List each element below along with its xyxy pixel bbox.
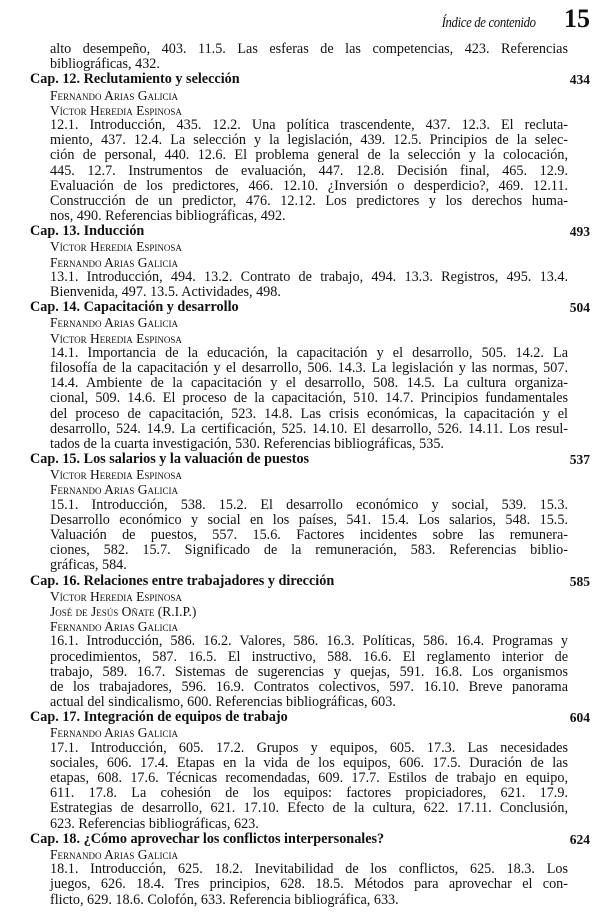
chapter-author: Fernando Arias Galicia: [50, 254, 179, 270]
toc-entry-line: ciones, 582. 15.7. Significado de la remuneración, 583. Referencias biblio-: [50, 543, 568, 559]
chapter-author: Fernando Arias Galicia: [50, 315, 179, 331]
chapter-heading: [30, 710, 592, 725]
toc-entry-line: flicto, 629. 18.6. Colofón, 633. Referencia bibliográfica, 633.: [50, 892, 399, 908]
chapter-page: 585: [569, 573, 590, 589]
chapter-author: José de Jesús Oñate (R.I.P.): [50, 603, 197, 619]
toc-entry-line: 18.1. Introducción, 625. 18.2. Inevitabilidad de los conflictos, 625. 18.3. Los: [50, 862, 568, 878]
chapter-entry: [30, 72, 592, 224]
toc-entry-line: del proceso de capacitación, 523. 14.8. Las crisis económicas, la capacitación y el: [50, 406, 568, 422]
chapter-heading: [30, 224, 592, 239]
chapter-author: Fernando Arias Galicia: [50, 87, 179, 103]
toc-entry-line: Estrategias de desarrollo, 621. 17.10. Efecto de la cultura, 622. 17.11. Conclusión,: [50, 801, 568, 817]
toc-entry-line: 445. 12.7. Instrumentos de evaluación, 447. 12.8. Decisión final, 465. 12.9.: [50, 163, 568, 179]
toc-entry-line: gráficas, 584.: [50, 558, 127, 574]
toc-entry-line: Desarrollo económico y social en los países, 541. 15.4. Los salarios, 548. 15.5.: [50, 512, 568, 528]
chapter-page: 624: [569, 831, 590, 847]
running-header-title: Índice de contenido: [441, 15, 536, 31]
toc-entry-line: actual del sindicalismo, 600. Referencias bibliográficas, 603.: [50, 695, 396, 711]
toc-entry-line: 15.1. Introducción, 538. 15.2. El desarrollo económico y social, 539. 15.3.: [50, 497, 568, 513]
toc-entry-line: nos, 490. Referencias bibliográficas, 492.: [50, 209, 286, 225]
toc-entry-line: ción de personal, 440. 12.6. El problema general de la selección y la colocación,: [50, 148, 568, 164]
chapter-author: Víctor Heredia Espinosa: [50, 467, 182, 483]
toc-entry-line: 14.4. Ambiente de la capacitación y el desarrollo, 508. 14.5. La cultura organiza-: [50, 376, 568, 392]
chapter-title: Cap. 18. ¿Cómo aprovechar los conflictos interpersonales?: [30, 830, 385, 847]
chapter-title: Cap. 15. Los salarios y la valuación de puestos: [30, 451, 310, 468]
toc-entry-line: 14.1. Importancia de la educación, la capacitación y el desarrollo, 505. 14.2. La: [50, 345, 568, 361]
chapter-page: 504: [569, 300, 590, 316]
chapter-title: Cap. 17. Integración de equipos de trabajo: [30, 709, 288, 726]
toc-entry-line: trabajo, 589. 16.7. Sistemas de sugerencias y quejas, 591. 16.8. Los organismos: [50, 664, 568, 680]
toc-entry-line: procedimientos, 587. 16.5. El instructivo, 588. 16.6. El reglamento interior de: [50, 649, 568, 665]
running-header: [425, 4, 590, 34]
chapter-heading: [30, 574, 592, 589]
chapter-entry: [30, 300, 592, 452]
chapter-page: 604: [569, 710, 590, 726]
toc-entry-line: Evaluación de los predictores, 466. 12.10. ¿Inversión o desperdicio?, 469. 12.11.: [50, 178, 568, 194]
table-of-contents: [30, 42, 592, 908]
toc-entry-line: sociales, 606. 17.4. Etapas en la vida de los equipos, 606. 17.5. Duración de las: [50, 755, 568, 771]
chapter-author: Fernando Arias Galicia: [50, 725, 179, 741]
chapter-page: 537: [569, 452, 590, 468]
chapter-author: Víctor Heredia Espinosa: [50, 102, 182, 118]
chapter-author: Fernando Arias Galicia: [50, 482, 179, 498]
chapter-author: Fernando Arias Galicia: [50, 619, 179, 635]
toc-entry-line: juegos, 626. 18.4. Tres principios, 628. 18.5. Métodos para aprovechar el con-: [50, 877, 568, 893]
continued-entry: [30, 42, 592, 72]
toc-entry-line: 12.1. Introducción, 435. 12.2. Una política trascendente, 437. 12.3. El recluta-: [50, 117, 568, 133]
page-number: 15: [564, 4, 590, 33]
chapter-entry: [30, 574, 592, 711]
chapter-author: Víctor Heredia Espinosa: [50, 588, 182, 604]
chapter-heading: [30, 72, 592, 87]
toc-entry-line: bibliográficas, 432.: [50, 57, 160, 73]
chapter-entry: [30, 452, 592, 574]
chapter-title: Cap. 16. Relaciones entre trabajadores y dirección: [30, 572, 335, 589]
toc-entry-line: de los trabajadores, 596. 16.9. Contratos colectivos, 597. 16.10. Breve panorama: [50, 679, 568, 695]
chapter-author: Víctor Heredia Espinosa: [50, 239, 182, 255]
toc-entry-line: 13.1. Introducción, 494. 13.2. Contrato de trabajo, 494. 13.3. Registros, 495. 13.4.: [50, 269, 568, 285]
chapter-title: Cap. 14. Capacitación y desarrollo: [30, 299, 239, 316]
toc-entry-line: 623. Referencias bibliográficas, 623.: [50, 816, 259, 832]
toc-entry-line: Construcción de un predictor, 476. 12.12. Los predictores y los derechos huma-: [50, 193, 568, 209]
toc-entry-line: miento, 437. 12.4. La selección y la legislación, 439. 12.5. Principios de la selec-: [50, 133, 568, 149]
chapter-author: Víctor Heredia Espinosa: [50, 330, 182, 346]
chapter-page: 493: [569, 224, 590, 240]
toc-entry-line: cional, 509. 14.6. El proceso de la capacitación, 510. 14.7. Principios fundamentales: [50, 391, 568, 407]
chapter-heading: [30, 300, 592, 315]
chapter-entry: [30, 710, 592, 832]
chapter-author: Fernando Arias Galicia: [50, 846, 179, 862]
toc-entry-line: Valuación de puestos, 557. 15.6. Factores incidentes sobre las remunera-: [50, 528, 568, 543]
toc-entry-line: 611. 17.8. La cohesión de los equipos: factores propiciadores, 621. 17.9.: [50, 786, 568, 802]
toc-entry-line: 17.1. Introducción, 605. 17.2. Grupos y equipos, 605. 17.3. Las necesidades: [50, 740, 568, 756]
toc-entry-line: etapas, 608. 17.6. Técnicas recomendadas, 609. 17.7. Estilos de trabajo en equipo,: [50, 771, 568, 786]
chapter-heading: [30, 452, 592, 467]
chapter-heading: [30, 832, 592, 847]
toc-entry-line: Bienvenida, 497. 13.5. Actividades, 498.: [50, 285, 281, 300]
chapter-title: Cap. 13. Inducción: [30, 223, 145, 240]
toc-entry-line: alto desempeño, 403. 11.5. Las esferas de las competencias, 423. Referencias: [50, 42, 568, 57]
toc-entry-line: tados de la cuarta investigación, 530. Referencias bibliográficas, 535.: [50, 436, 444, 452]
toc-entry-line: desarrollo, 524. 14.9. La certificación, 525. 14.10. El desarrollo, 526. 14.11. Los resul-: [50, 421, 568, 437]
toc-entry-line: 16.1. Introducción, 586. 16.2. Valores, 586. 16.3. Políticas, 586. 16.4. Programas y: [50, 634, 568, 650]
chapter-entry: [30, 832, 592, 908]
chapter-title: Cap. 12. Reclutamiento y selección: [30, 71, 240, 88]
chapter-entry: [30, 224, 592, 300]
chapter-page: 434: [569, 72, 590, 88]
toc-entry-line: filosofía de la capacitación y el desarrollo, 506. 14.3. La legislación y las normas, 507.: [50, 360, 568, 376]
